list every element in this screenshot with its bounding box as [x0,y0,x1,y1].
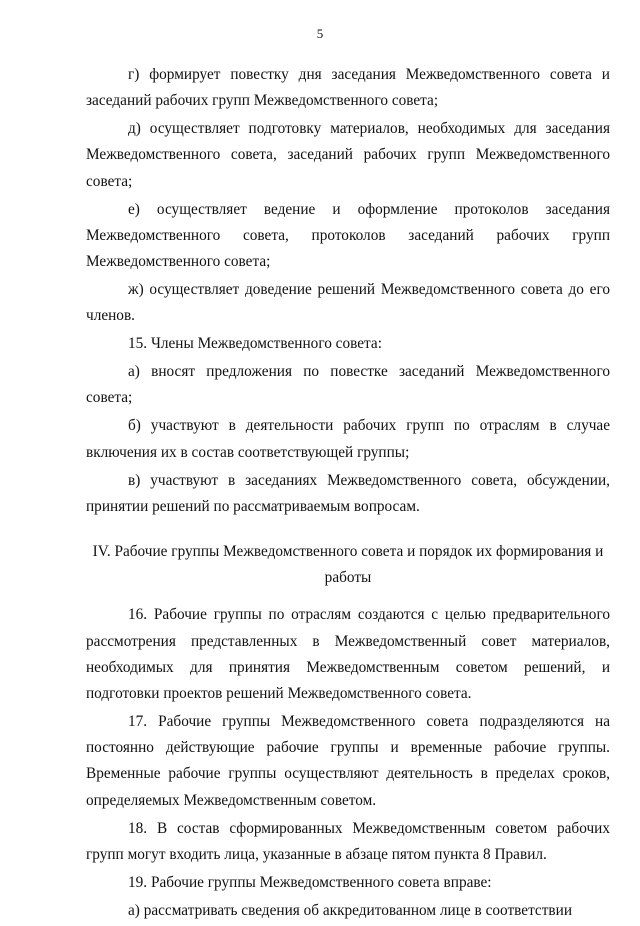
paragraph-18: 18. В состав сформированных Межведомственным советом рабочих групп могут входить лица, указанные в абзаце пятом пункта 8 Правил. [86,819,610,863]
paragraph-15b: б) участвуют в деятельности рабочих групп по отраслям в случае включения их в состав соответствующей группы; [86,417,610,461]
page-number: 5 [316,26,324,41]
paragraph-19a: а) рассматривать сведения об аккредитованном лице в соответствии [128,901,573,919]
paragraph-13e: е) осуществляет ведение и оформление протоколов заседания Межведомственного совета, протоколов заседаний рабочих групп Межведомственного совета; [86,200,610,271]
paragraph-13d: д) осуществляет подготовку материалов, необходимых для заседания Межведомственного совета, заседаний рабочих групп Межведомственного совета; [86,120,610,190]
paragraph-17: 17. Рабочие группы Межведомственного совета подразделяются на постоянно действующие рабочие группы и временные рабочие группы. Временные рабочие группы осуществляют деятельность в пределах сроков, определяемых Межведомственным советом. [86,713,610,809]
paragraph-16: 16. Рабочие группы по отраслям создаются с целью предварительного рассмотрения представленных в Межведомственный совет материалов, необходимых для принятия Межведомственным советом решений, и подготовки проектов решений Межведомственного совета. [86,606,610,703]
paragraph-13g: г) формирует повестку дня заседания Межведомственного совета и заседаний рабочих групп Межведомственного совета; [86,66,610,110]
paragraph-15a: а) вносят предложения по повестке заседаний Межведомственного совета; [86,363,610,407]
section-heading [86,539,610,591]
section-heading-line2: работы [324,569,372,587]
paragraph-19: 19. Рабочие группы Межведомственного совета вправе: [128,873,492,891]
paragraph-15v: в) участвуют в заседаниях Межведомственного совета, обсуждении, принятии решений по рассматриваемым вопросам. [86,471,610,515]
section-heading-line1: IV. Рабочие группы Межведомственного совета и порядок их формирования и [92,543,604,561]
paragraph-13zh: ж) осуществляет доведение решений Межведомственного совета до его членов. [86,281,610,325]
paragraph-15: 15. Члены Межведомственного совета: [128,335,382,353]
document-body [86,62,610,926]
